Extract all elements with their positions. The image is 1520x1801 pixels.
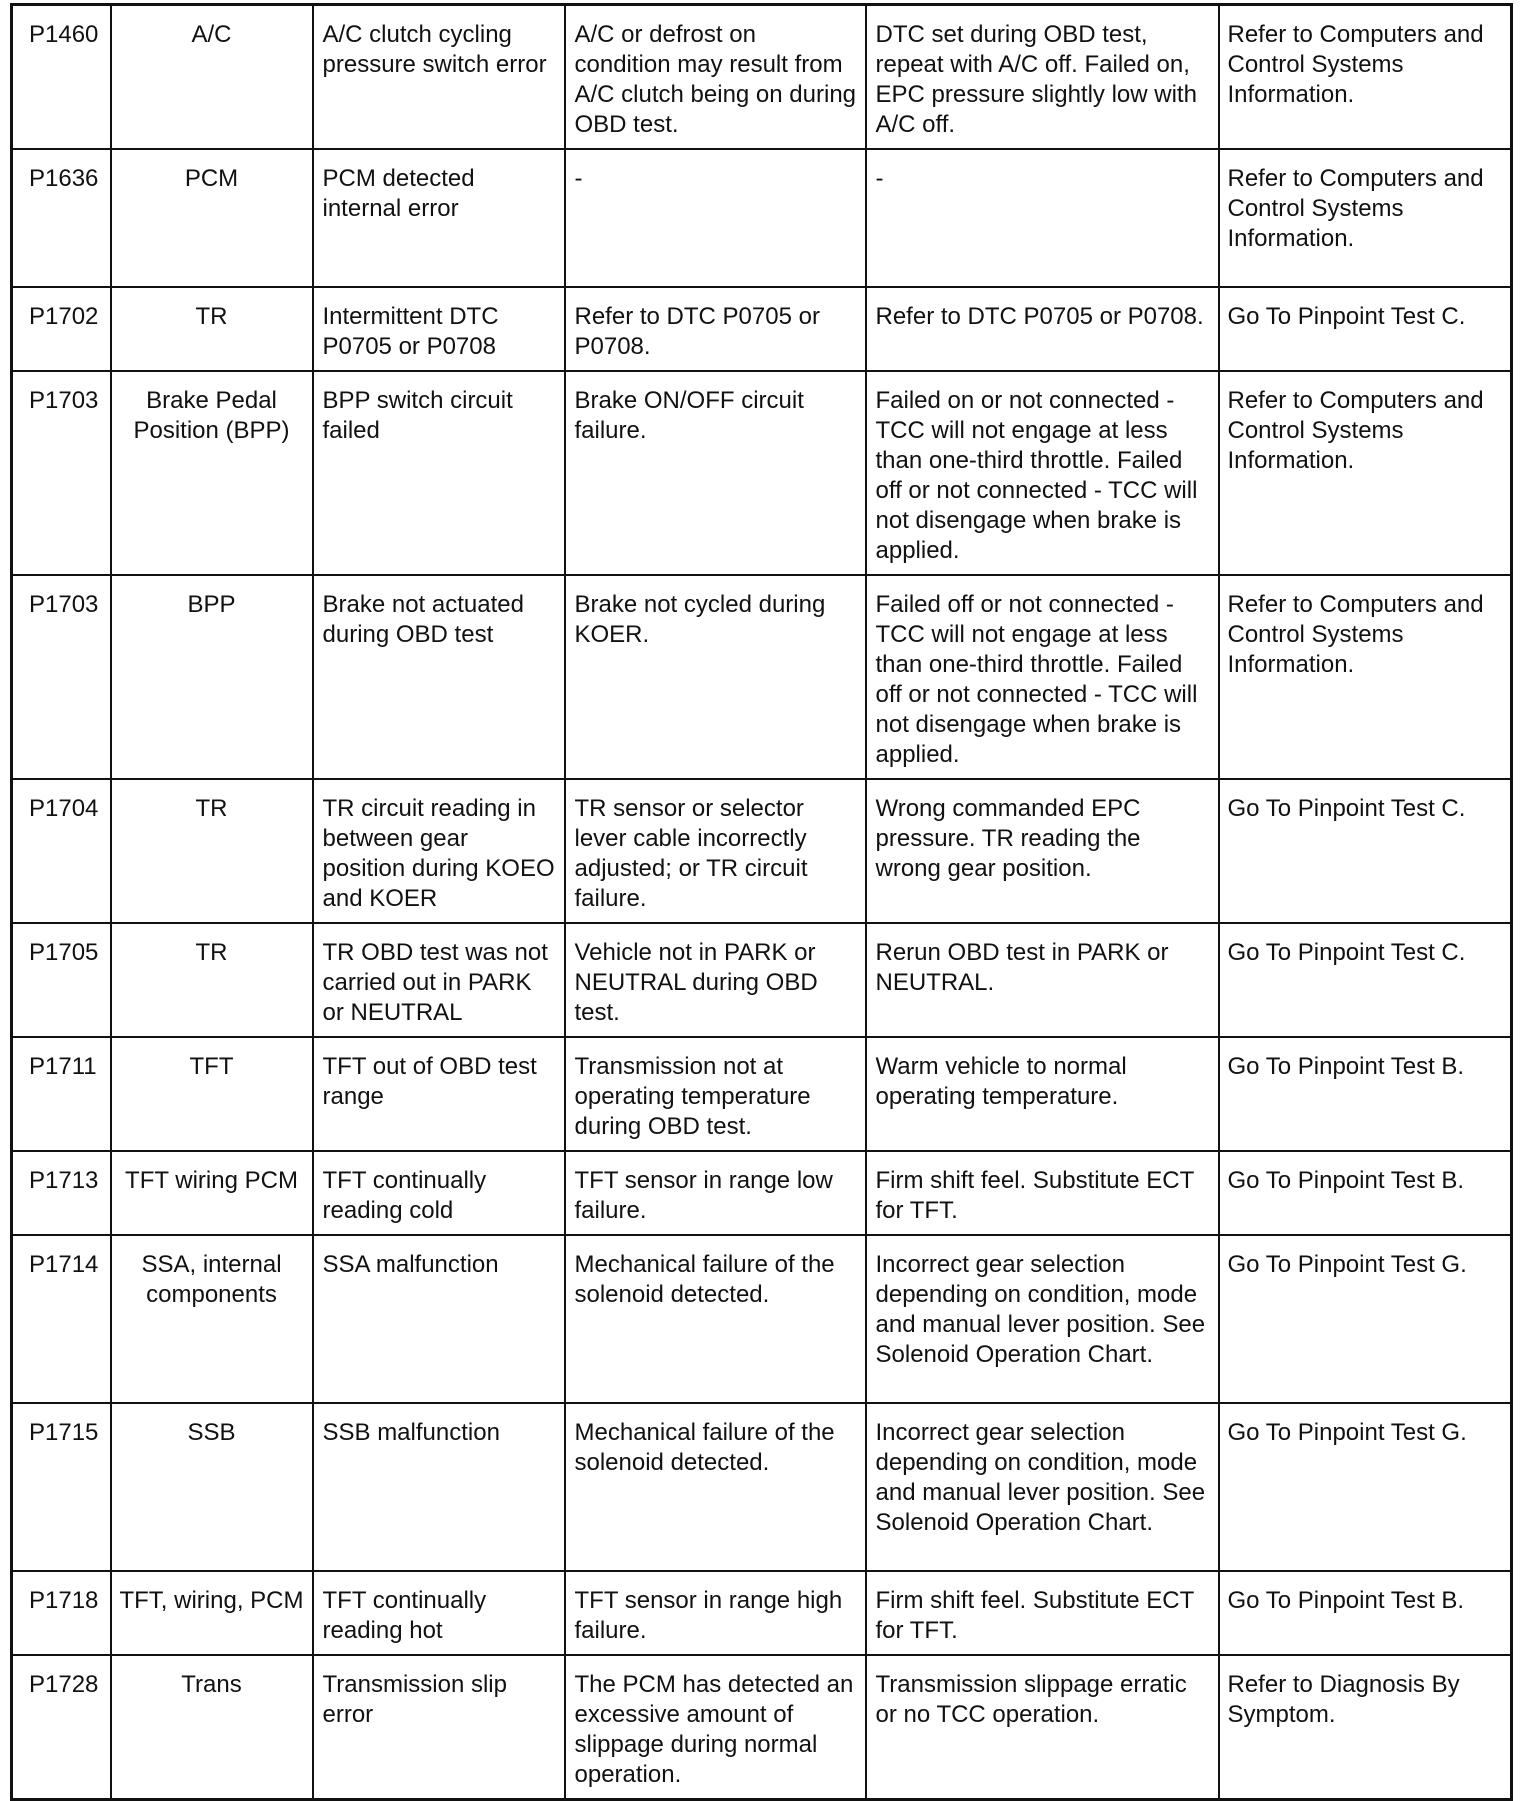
action-cell: Go To Pinpoint Test C. — [1219, 779, 1512, 923]
action-cell: Refer to Computers and Control Systems Information. — [1219, 371, 1512, 575]
dtc-code-cell: P1713 — [12, 1151, 111, 1235]
description-cell: TFT continually reading cold — [313, 1151, 565, 1235]
dtc-table-sheet — [10, 3, 1510, 1801]
dtc-code-cell: P1714 — [12, 1235, 111, 1403]
component-cell: TR — [111, 923, 313, 1037]
symptom-cell: Firm shift feel. Substitute ECT for TFT. — [866, 1571, 1219, 1655]
component-cell: PCM — [111, 149, 313, 287]
dtc-code-cell: P1704 — [12, 779, 111, 923]
table-row — [12, 1571, 1512, 1655]
condition-cell: Vehicle not in PARK or NEUTRAL during OBD test. — [565, 923, 866, 1037]
table-row — [12, 1655, 1512, 1800]
description-cell: BPP switch circuit failed — [313, 371, 565, 575]
symptom-cell: Wrong commanded EPC pressure. TR reading the wrong gear position. — [866, 779, 1219, 923]
action-cell: Go To Pinpoint Test G. — [1219, 1403, 1512, 1571]
component-cell: TFT wiring PCM — [111, 1151, 313, 1235]
dtc-code-cell: P1703 — [12, 371, 111, 575]
component-cell: TFT — [111, 1037, 313, 1151]
component-cell: Trans — [111, 1655, 313, 1800]
table-row — [12, 1403, 1512, 1571]
condition-cell: Brake ON/OFF circuit failure. — [565, 371, 866, 575]
component-cell: TR — [111, 779, 313, 923]
description-cell: PCM detected internal error — [313, 149, 565, 287]
condition-cell: The PCM has detected an excessive amount of slippage during normal operation. — [565, 1655, 866, 1800]
symptom-cell: Failed off or not connected - TCC will not engage at less than one-third throttle. Failed off or not connected - TCC will not disengage when brake is applied. — [866, 575, 1219, 779]
table-row — [12, 1037, 1512, 1151]
component-cell: TR — [111, 287, 313, 371]
table-row — [12, 149, 1512, 287]
dtc-code-cell: P1705 — [12, 923, 111, 1037]
description-cell: TR OBD test was not carried out in PARK or NEUTRAL — [313, 923, 565, 1037]
table-row — [12, 923, 1512, 1037]
component-cell: SSB — [111, 1403, 313, 1571]
condition-cell: A/C or defrost on condition may result from A/C clutch being on during OBD test. — [565, 5, 866, 150]
dtc-table — [10, 3, 1513, 1801]
symptom-cell: DTC set during OBD test, repeat with A/C off. Failed on, EPC pressure slightly low with A/C off. — [866, 5, 1219, 150]
component-cell: Brake Pedal Position (BPP) — [111, 371, 313, 575]
description-cell: SSB malfunction — [313, 1403, 565, 1571]
description-cell: Transmission slip error — [313, 1655, 565, 1800]
table-row — [12, 371, 1512, 575]
symptom-cell: Warm vehicle to normal operating temperature. — [866, 1037, 1219, 1151]
dtc-code-cell: P1636 — [12, 149, 111, 287]
dtc-code-cell: P1460 — [12, 5, 111, 150]
condition-cell: TFT sensor in range low failure. — [565, 1151, 866, 1235]
description-cell: TFT continually reading hot — [313, 1571, 565, 1655]
component-cell: TFT, wiring, PCM — [111, 1571, 313, 1655]
condition-cell: Mechanical failure of the solenoid detected. — [565, 1403, 866, 1571]
description-cell: TFT out of OBD test range — [313, 1037, 565, 1151]
table-row — [12, 1151, 1512, 1235]
symptom-cell: Incorrect gear selection depending on condition, mode and manual lever position. See Solenoid Operation Chart. — [866, 1403, 1219, 1571]
component-cell: BPP — [111, 575, 313, 779]
dtc-code-cell: P1711 — [12, 1037, 111, 1151]
condition-cell: - — [565, 149, 866, 287]
symptom-cell: Transmission slippage erratic or no TCC operation. — [866, 1655, 1219, 1800]
action-cell: Refer to Computers and Control Systems Information. — [1219, 575, 1512, 779]
condition-cell: TR sensor or selector lever cable incorrectly adjusted; or TR circuit failure. — [565, 779, 866, 923]
description-cell: Intermittent DTC P0705 or P0708 — [313, 287, 565, 371]
symptom-cell: Firm shift feel. Substitute ECT for TFT. — [866, 1151, 1219, 1235]
action-cell: Go To Pinpoint Test C. — [1219, 923, 1512, 1037]
condition-cell: Refer to DTC P0705 or P0708. — [565, 287, 866, 371]
condition-cell: Transmission not at operating temperature during OBD test. — [565, 1037, 866, 1151]
table-row — [12, 575, 1512, 779]
condition-cell: TFT sensor in range high failure. — [565, 1571, 866, 1655]
table-row — [12, 287, 1512, 371]
symptom-cell: Rerun OBD test in PARK or NEUTRAL. — [866, 923, 1219, 1037]
description-cell: Brake not actuated during OBD test — [313, 575, 565, 779]
action-cell: Refer to Computers and Control Systems Information. — [1219, 5, 1512, 150]
action-cell: Refer to Computers and Control Systems Information. — [1219, 149, 1512, 287]
symptom-cell: - — [866, 149, 1219, 287]
symptom-cell: Refer to DTC P0705 or P0708. — [866, 287, 1219, 371]
dtc-code-cell: P1703 — [12, 575, 111, 779]
component-cell: A/C — [111, 5, 313, 150]
action-cell: Go To Pinpoint Test B. — [1219, 1571, 1512, 1655]
description-cell: A/C clutch cycling pressure switch error — [313, 5, 565, 150]
condition-cell: Mechanical failure of the solenoid detected. — [565, 1235, 866, 1403]
action-cell: Go To Pinpoint Test G. — [1219, 1235, 1512, 1403]
description-cell: TR circuit reading in between gear position during KOEO and KOER — [313, 779, 565, 923]
component-cell: SSA, internal components — [111, 1235, 313, 1403]
table-row — [12, 5, 1512, 150]
symptom-cell: Incorrect gear selection depending on condition, mode and manual lever position. See Solenoid Operation Chart. — [866, 1235, 1219, 1403]
dtc-code-cell: P1728 — [12, 1655, 111, 1800]
condition-cell: Brake not cycled during KOER. — [565, 575, 866, 779]
action-cell: Go To Pinpoint Test C. — [1219, 287, 1512, 371]
action-cell: Refer to Diagnosis By Symptom. — [1219, 1655, 1512, 1800]
dtc-code-cell: P1715 — [12, 1403, 111, 1571]
table-row — [12, 779, 1512, 923]
symptom-cell: Failed on or not connected - TCC will not engage at less than one-third throttle. Failed off or not connected - TCC will not disengage when brake is applied. — [866, 371, 1219, 575]
dtc-code-cell: P1718 — [12, 1571, 111, 1655]
description-cell: SSA malfunction — [313, 1235, 565, 1403]
dtc-code-cell: P1702 — [12, 287, 111, 371]
action-cell: Go To Pinpoint Test B. — [1219, 1151, 1512, 1235]
action-cell: Go To Pinpoint Test B. — [1219, 1037, 1512, 1151]
table-row — [12, 1235, 1512, 1403]
